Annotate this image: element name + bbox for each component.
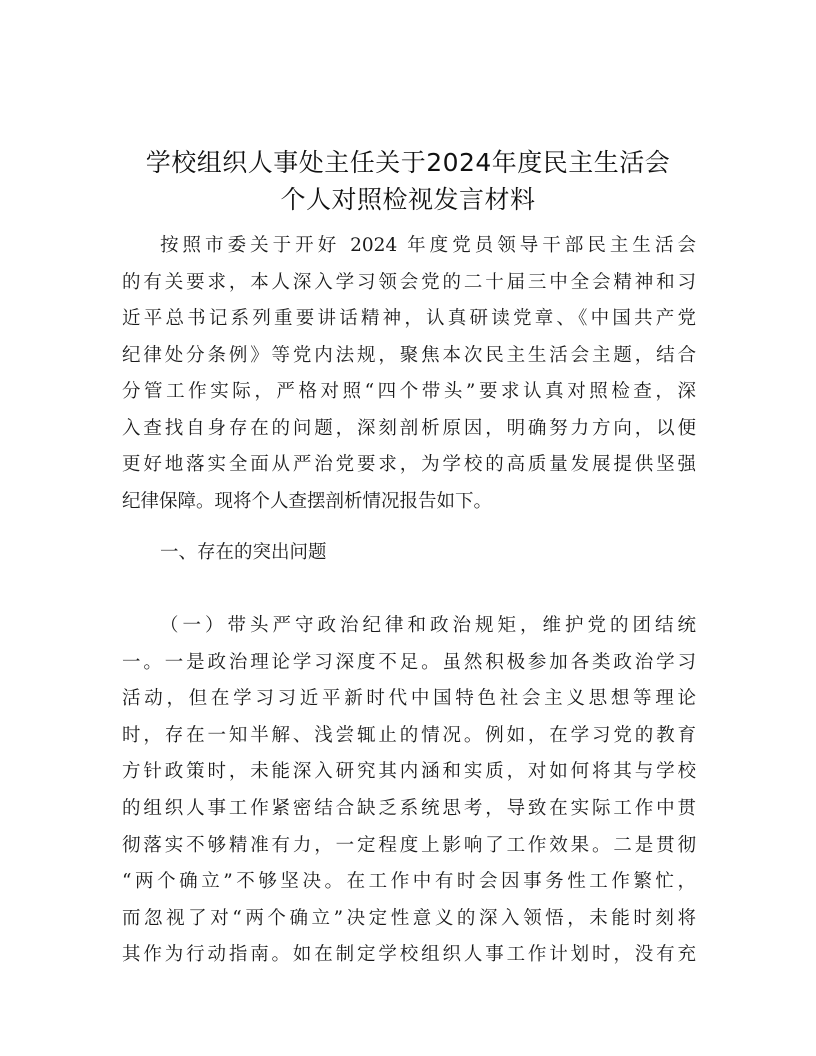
text-line: 的组织人事工作紧密结合缺乏系统思考，导致在实际工作中贯 xyxy=(122,798,696,819)
text-line: （一）带头严守政治纪律和政治规矩，维护党的团结统 xyxy=(160,615,696,636)
text-line: 而忽视了对“两个确立”决定性意义的深入领悟，未能时刻将 xyxy=(122,907,696,929)
text-line: 一。一是政治理论学习深度不足。虽然积极参加各类政治学习 xyxy=(122,651,696,673)
text-line: 入查找自身存在的问题，深刻剖析原因，明确努力方向，以便 xyxy=(122,417,696,439)
section-heading-problems: 一、存在的突出问题 xyxy=(160,542,327,563)
document-title-line-1: 学校组织人事处主任关于2024年度民主生活会 xyxy=(145,148,671,177)
text-line: 方针政策时，未能深入研究其内涵和实质，对如何将其与学校 xyxy=(122,761,696,783)
text-line: 的有关要求，本人深入学习领会党的二十届三中全会精神和习 xyxy=(122,271,696,293)
text-line: 近平总书记系列重要讲话精神，认真研读党章、《中国共产党 xyxy=(122,308,696,329)
text-line: 按照市委关于开好 2024 年度党员领导干部民主生活会 xyxy=(160,235,696,256)
text-line: 彻落实不够精准有力，一定程度上影响了工作效果。二是贯彻 xyxy=(122,834,696,856)
document-title-line-2: 个人对照检视发言材料 xyxy=(280,185,536,214)
text-line: 纪律保障。现将个人查摆剖析情况报告如下。 xyxy=(122,490,493,512)
text-line: 活动，但在学习习近平新时代中国特色社会主义思想等理论 xyxy=(122,688,696,710)
text-line: “两个确立”不够坚决。在工作中有时会因事务性工作繁忙， xyxy=(122,871,696,893)
text-line: 纪律处分条例》等党内法规，聚焦本次民主生活会主题，结合 xyxy=(122,344,696,366)
text-line: 其作为行动指南。如在制定学校组织人事工作计划时，没有充 xyxy=(122,944,696,966)
text-line: 更好地落实全面从严治党要求，为学校的高质量发展提供坚强 xyxy=(122,454,696,475)
text-line: 分管工作实际，严格对照“四个带头”要求认真对照检查，深 xyxy=(122,381,696,402)
text-line: 时，存在一知半解、浅尝辄止的情况。例如，在学习党的教育 xyxy=(122,724,696,746)
